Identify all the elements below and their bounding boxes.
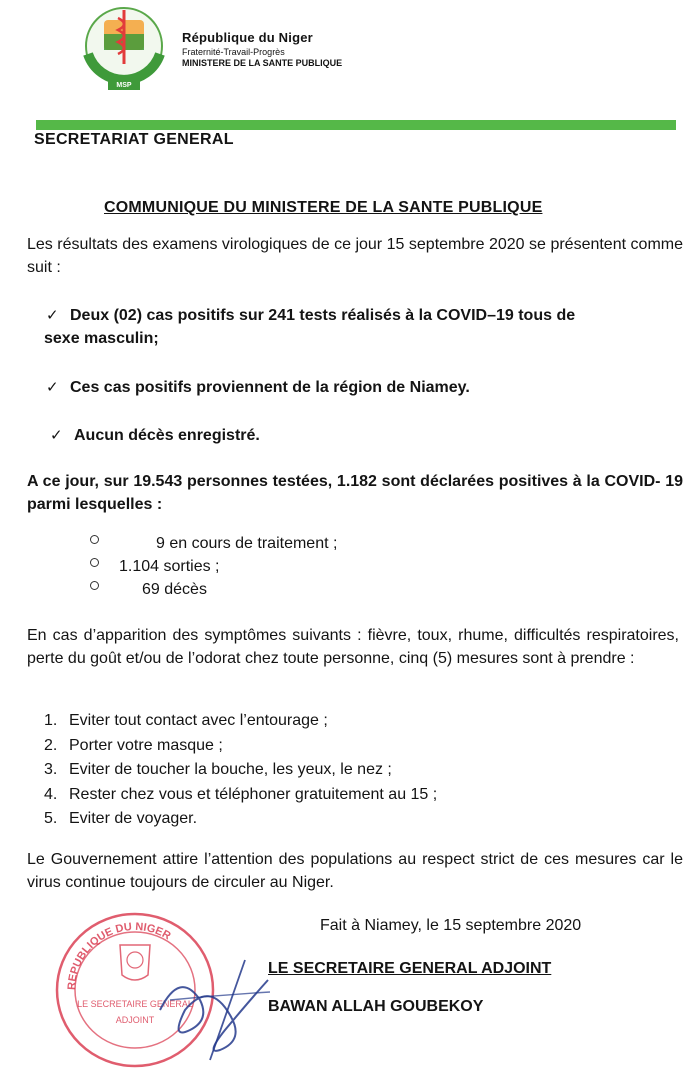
secretariat-heading: SECRETARIAT GENERAL — [34, 131, 234, 148]
measure-number: 1. — [44, 712, 58, 729]
stamp-inner-text-2: ADJOINT — [115, 1015, 155, 1025]
circle-bullet-icon — [90, 558, 99, 567]
letterhead-text — [182, 30, 342, 68]
measure-text: Porter votre masque ; — [69, 736, 223, 754]
measures-list — [44, 709, 437, 832]
summary-paragraph: A ce jour, sur 19.543 personnes testées, 1.182 sont déclarées positives à la COVID- 19 parmi lesquelles : — [27, 473, 683, 513]
national-motto: Fraternité-Travail-Progrès — [182, 47, 285, 57]
measure-text: Eviter de toucher la bouche, les yeux, le nez ; — [69, 761, 392, 778]
stamp-inner-text-1: LE SECRETAIRE GENERAL — [77, 999, 193, 1009]
list-item — [44, 709, 437, 734]
measure-number: 3. — [44, 761, 58, 778]
list-item — [44, 783, 437, 808]
check-item-1 — [46, 304, 682, 350]
measure-number: 4. — [44, 785, 58, 803]
checkmark-icon: ✓ — [50, 427, 63, 444]
checkmark-icon: ✓ — [46, 379, 59, 396]
checkmark-icon: ✓ — [46, 307, 59, 324]
check-item-1-line2: sexe masculin; — [44, 330, 159, 347]
document-title: COMMUNIQUE DU MINISTERE DE LA SANTE PUBLIQUE — [104, 199, 543, 216]
signatory-role: LE SECRETAIRE GENERAL ADJOINT — [268, 960, 552, 977]
status-treatment: 9 en cours de traitement ; — [156, 535, 338, 552]
logo-abbrev: MSP — [116, 82, 132, 89]
check-item-2-text: Ces cas positifs proviennent de la région de Niamey. — [70, 379, 470, 396]
republic-name: République du Niger — [182, 30, 313, 45]
list-item — [44, 758, 437, 783]
check-item-1-line1: Deux (02) cas positifs sur 241 tests réalisés à la COVID–19 tous de — [70, 307, 576, 324]
check-item-3 — [50, 424, 670, 447]
intro-paragraph: Les résultats des examens virologiques de ce jour 15 septembre 2020 se présentent comme suit : — [27, 236, 683, 276]
check-item-3-text: Aucun décès enregistré. — [74, 427, 260, 444]
ministry-name: MINISTERE DE LA SANTE PUBLIQUE — [182, 58, 343, 68]
place-date: Fait à Niamey, le 15 septembre 2020 — [320, 917, 582, 934]
status-recovered: 1.104 sorties ; — [119, 558, 220, 575]
circle-bullet-icon — [90, 535, 99, 544]
check-item-2 — [46, 376, 666, 399]
measure-number: 2. — [44, 736, 58, 754]
measure-text: Eviter de voyager. — [69, 810, 198, 827]
symptoms-paragraph: En cas d’apparition des symptômes suivants : fièvre, toux, rhume, difficultés respiratoires, perte du goût et/ou de l’odorat chez toute personne, cinq (5) mesures sont à prendre : — [27, 627, 679, 667]
list-item — [44, 807, 437, 832]
letterhead — [78, 4, 678, 94]
signatory-name: BAWAN ALLAH GOUBEKOY — [268, 998, 484, 1015]
stamp-outer-text: REPUBLIQUE DU NIGER — [65, 920, 173, 991]
status-deaths: 69 décès — [142, 581, 207, 598]
government-paragraph: Le Gouvernement attire l’attention des populations au respect strict de ces mesures car le virus continue toujours de circuler au Niger. — [27, 851, 683, 891]
measure-text: Eviter tout contact avec l’entourage ; — [69, 712, 328, 729]
list-item — [44, 734, 437, 759]
measure-number: 5. — [44, 810, 58, 827]
circle-bullet-icon — [90, 581, 99, 590]
measure-text: Rester chez vous et téléphoner gratuitement au 15 ; — [69, 785, 438, 803]
green-divider — [36, 120, 676, 130]
ministry-logo — [78, 4, 170, 92]
